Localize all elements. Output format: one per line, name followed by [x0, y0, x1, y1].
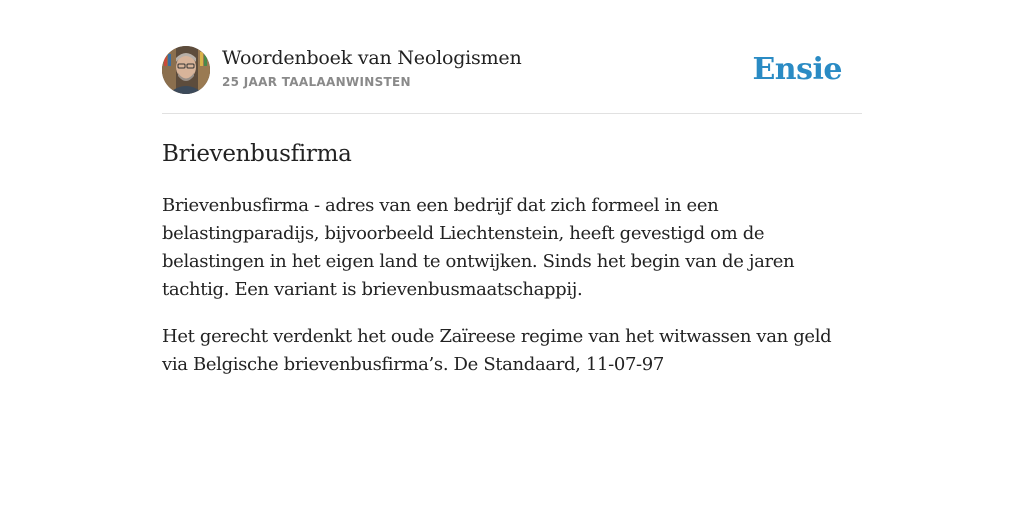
page — [162, 0, 862, 379]
author-avatar[interactable] — [162, 46, 210, 94]
brand — [222, 46, 522, 89]
site-subtitle: 25 JAAR TAALAANWINSTEN — [222, 75, 411, 89]
entry-title: Brievenbusfirma — [162, 141, 352, 167]
ensie-logo[interactable]: Ensie — [752, 52, 842, 87]
author-portrait-icon — [162, 46, 210, 94]
header — [162, 46, 862, 114]
entry-definition: Brievenbusfirma - adres van een bedrijf dat zich formeel in een belastingparadijs, bijvoorbeeld Liechtenstein, heeft gevestigd om de belastingen in het eigen land te ontwijken. Sinds het begin van de jaren tachtig. Een variant is brievenbusmaatschappij. — [162, 195, 795, 300]
site-title[interactable]: Woordenboek van Neologismen — [222, 47, 522, 69]
entry-example: Het gerecht verdenkt het oude Zaïreese regime van het witwassen van geld via Belgische brievenbusfirma’s. De Standaard, 11-07-97 — [162, 326, 832, 375]
